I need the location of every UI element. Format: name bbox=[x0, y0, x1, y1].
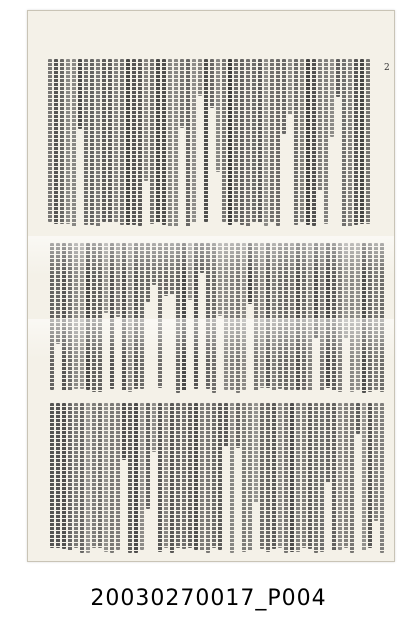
text-column bbox=[92, 403, 96, 548]
text-column bbox=[296, 403, 300, 552]
text-column bbox=[258, 59, 262, 223]
text-column bbox=[56, 403, 60, 548]
text-column bbox=[366, 59, 370, 224]
text-column bbox=[170, 403, 174, 553]
text-column bbox=[224, 403, 228, 447]
page-number: 2 bbox=[384, 63, 390, 73]
text-column bbox=[228, 59, 232, 225]
text-column bbox=[270, 59, 274, 222]
text-column bbox=[150, 59, 154, 224]
text-column bbox=[60, 59, 64, 224]
text-column bbox=[344, 403, 348, 548]
text-column bbox=[108, 59, 112, 223]
text-column bbox=[122, 403, 126, 460]
text-column bbox=[48, 59, 52, 222]
text-column bbox=[240, 59, 244, 225]
text-column bbox=[282, 59, 286, 134]
text-column bbox=[192, 59, 196, 223]
text-column bbox=[182, 403, 186, 549]
text-column bbox=[290, 403, 294, 552]
text-column bbox=[54, 59, 58, 224]
text-column bbox=[254, 403, 258, 503]
fold-line-lower bbox=[28, 319, 394, 359]
text-column bbox=[212, 403, 216, 548]
text-column bbox=[50, 403, 54, 548]
text-column bbox=[62, 403, 66, 549]
text-column bbox=[306, 59, 310, 225]
text-column bbox=[114, 59, 118, 222]
text-column bbox=[242, 403, 246, 552]
text-column bbox=[264, 59, 268, 226]
text-column bbox=[210, 59, 214, 108]
text-column bbox=[260, 403, 264, 549]
text-column bbox=[128, 403, 132, 553]
text-column bbox=[200, 403, 204, 551]
text-column bbox=[300, 59, 304, 222]
text-column bbox=[134, 403, 138, 553]
text-column bbox=[362, 403, 366, 551]
text-column bbox=[236, 403, 240, 448]
text-column bbox=[176, 403, 180, 548]
text-column bbox=[278, 403, 282, 548]
text-column bbox=[216, 59, 220, 172]
text-column bbox=[320, 403, 324, 552]
scanned-page bbox=[27, 10, 395, 562]
text-column bbox=[248, 403, 252, 551]
text-column bbox=[348, 59, 352, 227]
text-column bbox=[164, 403, 168, 548]
text-column bbox=[188, 403, 192, 548]
text-column bbox=[104, 403, 108, 552]
text-column bbox=[162, 59, 166, 225]
text-column bbox=[86, 403, 90, 553]
text-column bbox=[332, 403, 336, 551]
text-column bbox=[314, 403, 318, 553]
text-column bbox=[360, 59, 364, 224]
fold-line-upper bbox=[28, 236, 394, 276]
text-column bbox=[72, 59, 76, 227]
text-column bbox=[284, 403, 288, 553]
text-column bbox=[276, 59, 280, 226]
text-column bbox=[110, 403, 114, 553]
text-column bbox=[138, 59, 142, 226]
text-column bbox=[374, 403, 378, 521]
text-column bbox=[84, 59, 88, 225]
text-column bbox=[80, 403, 84, 553]
text-column bbox=[180, 59, 184, 128]
text-column bbox=[198, 59, 202, 96]
text-column bbox=[312, 59, 316, 226]
text-column bbox=[218, 403, 222, 550]
text-column bbox=[294, 59, 298, 225]
text-column bbox=[132, 59, 136, 225]
text-column bbox=[102, 59, 106, 222]
text-column bbox=[302, 403, 306, 548]
text-column bbox=[338, 403, 342, 550]
text-column bbox=[78, 59, 82, 129]
text-column bbox=[308, 403, 312, 549]
text-column bbox=[326, 403, 330, 483]
text-column bbox=[90, 59, 94, 225]
text-column bbox=[158, 403, 162, 552]
text-column bbox=[66, 59, 70, 224]
text-column bbox=[206, 403, 210, 553]
text-column bbox=[230, 403, 234, 553]
text-column bbox=[140, 403, 144, 550]
text-column bbox=[168, 59, 172, 227]
text-column bbox=[146, 403, 150, 509]
text-column bbox=[342, 59, 346, 227]
text-column bbox=[272, 403, 276, 549]
text-column bbox=[354, 59, 358, 225]
text-column bbox=[156, 59, 160, 223]
text-column bbox=[266, 403, 270, 552]
text-column bbox=[174, 59, 178, 227]
text-column bbox=[144, 59, 148, 181]
text-column bbox=[152, 403, 156, 452]
text-column bbox=[368, 403, 372, 548]
text-column bbox=[120, 59, 124, 225]
text-column bbox=[126, 59, 130, 225]
text-column bbox=[68, 403, 72, 551]
text-column bbox=[234, 59, 238, 222]
text-column bbox=[98, 403, 102, 548]
text-column bbox=[336, 59, 340, 97]
text-column bbox=[324, 59, 328, 224]
text-column bbox=[186, 59, 190, 227]
text-column bbox=[288, 59, 292, 115]
text-column bbox=[222, 59, 226, 222]
text-column bbox=[246, 59, 250, 227]
text-column bbox=[74, 403, 78, 548]
text-column bbox=[356, 403, 360, 434]
text-column bbox=[380, 403, 384, 553]
text-column bbox=[330, 59, 334, 137]
text-column bbox=[116, 403, 120, 550]
text-column bbox=[252, 59, 256, 222]
text-column bbox=[318, 59, 322, 191]
text-column bbox=[194, 403, 198, 550]
archive-code: 20030270017_P004 bbox=[90, 586, 327, 611]
text-column bbox=[96, 59, 100, 227]
text-column bbox=[204, 59, 208, 222]
text-column bbox=[350, 403, 354, 553]
